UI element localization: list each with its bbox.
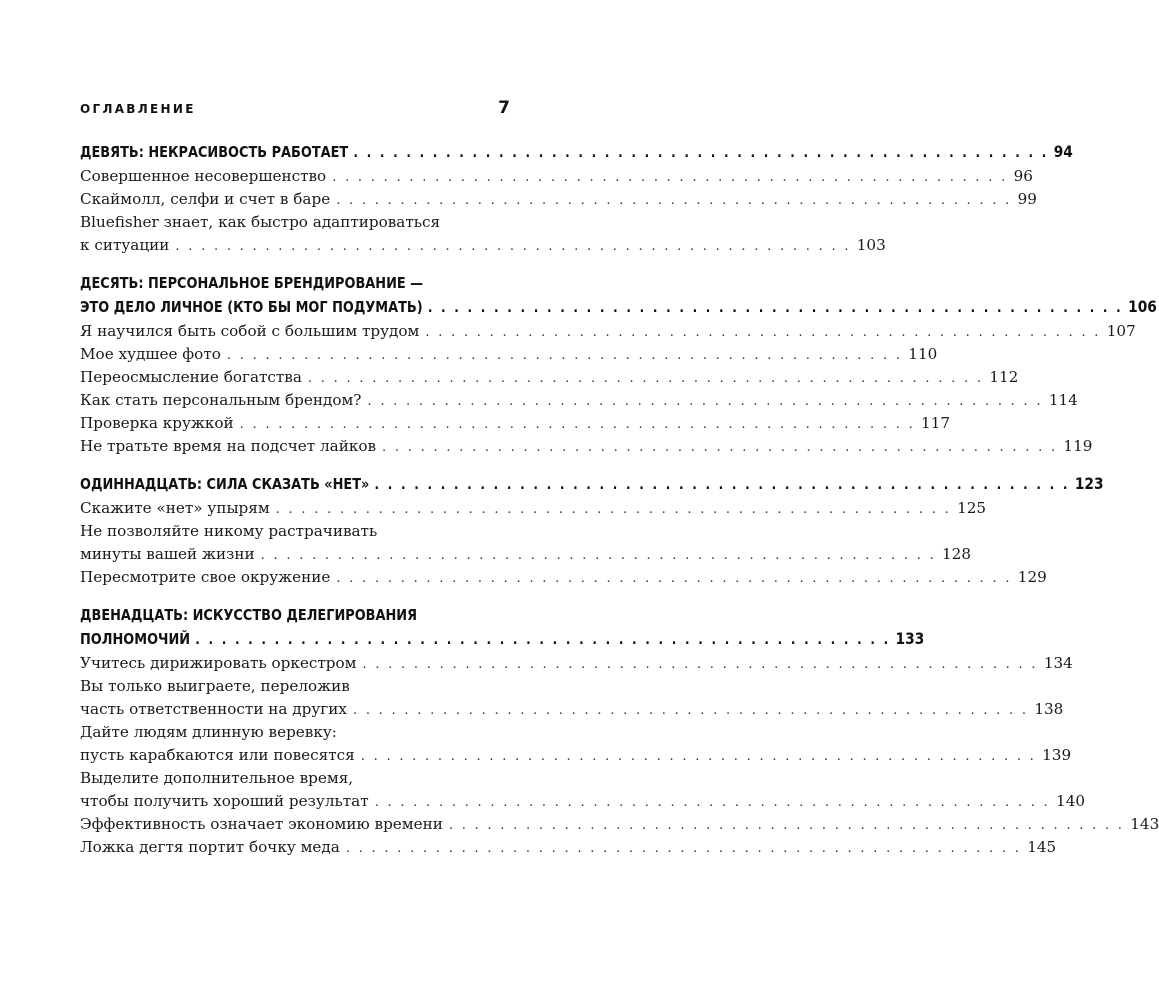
toc-entry[interactable] <box>80 790 1086 813</box>
chapter-title-text: ПОЛНОМОЧИЙ <box>80 630 191 648</box>
toc-entry-line[interactable] <box>80 211 510 234</box>
toc-entry-page-number: 145 <box>1027 838 1057 856</box>
chapter-title[interactable] <box>80 295 1157 319</box>
toc-entry[interactable] <box>80 412 951 435</box>
toc-entry-text: к ситуации <box>80 236 170 254</box>
dot-leader: . . . . . . . . . . . . . . . . . . . . . . . . . . . . . . . . . . . . . . . . . . . . . . . . . . . . . <box>336 193 1012 208</box>
chapter-title[interactable] <box>80 140 1073 164</box>
chapter-spacer <box>80 458 510 472</box>
toc-entry-page-number: 125 <box>957 499 987 517</box>
toc-entry[interactable] <box>80 366 1019 389</box>
chapter-title-text: ДВЕНАДЦАТЬ: ИСКУССТВО ДЕЛЕГИРОВАНИЯ <box>80 606 418 624</box>
toc-entry[interactable] <box>80 188 1037 211</box>
toc-entry-text: Ложка дегтя портит бочку меда <box>80 838 340 856</box>
dot-leader: . . . . . . . . . . . . . . . . . . . . . . . . . . . . . . . . . . . . . . . . . . . . . . . . . . . . . <box>374 795 1051 810</box>
toc-entry-text: Как стать персональным брендом? <box>80 391 362 409</box>
chapter-title-text: ДЕСЯТЬ: ПЕРСОНАЛЬНОЕ БРЕНДИРОВАНИЕ — <box>80 274 424 292</box>
dot-leader: . . . . . . . . . . . . . . . . . . . . . . . . . . . . . . . . . . . . . . . . . . . . . . . . . . . . . <box>353 145 1049 161</box>
table-of-contents <box>80 140 1159 859</box>
toc-entry-text: Выделите дополнительное время, <box>80 769 354 787</box>
toc-entry-text: Не тратьте время на подсчет лайков <box>80 437 377 455</box>
toc-entry-text: Эффективность означает экономию времени <box>80 815 443 833</box>
toc-entry-page-number: 96 <box>1013 167 1033 185</box>
dot-leader: . . . . . . . . . . . . . . . . . . . . . . . . . . . . . . . . . . . . . . . . . . . . . . . . . . . . . <box>307 371 984 386</box>
toc-entry[interactable] <box>80 234 886 257</box>
toc-entry-page-number: 143 <box>1130 815 1159 833</box>
toc-entry[interactable] <box>80 698 1064 721</box>
toc-entry[interactable] <box>80 566 1047 589</box>
toc-entry-page-number: 114 <box>1048 391 1078 409</box>
toc-entry[interactable] <box>80 652 1073 675</box>
dot-leader: . . . . . . . . . . . . . . . . . . . . . . . . . . . . . . . . . . . . . . . . . . . . . . . . . . . . . <box>260 548 937 563</box>
chapter-title-page-number: 94 <box>1053 142 1073 161</box>
toc-entry-text: Учитесь дирижировать оркестром <box>80 654 357 672</box>
toc-entry-text: Вы только выиграете, переложив <box>80 677 350 695</box>
dot-leader: . . . . . . . . . . . . . . . . . . . . . . . . . . . . . . . . . . . . . . . . . . . . . . . . . . . . . <box>352 703 1029 718</box>
dot-leader: . . . . . . . . . . . . . . . . . . . . . . . . . . . . . . . . . . . . . . . . . . . . . . . . . . . . . <box>332 170 1008 185</box>
toc-entry[interactable] <box>80 543 972 566</box>
toc-entry[interactable] <box>80 435 1093 458</box>
toc-entry-page-number: 119 <box>1063 437 1093 455</box>
toc-entry-text: пусть карабкаются или повесятся <box>80 746 355 764</box>
toc-entry-text: Скаймолл, селфи и счет в баре <box>80 190 331 208</box>
toc-entry-text: Мое худшее фото <box>80 345 221 363</box>
dot-leader: . . . . . . . . . . . . . . . . . . . . . . . . . . . . . . . . . . . . . . . . . . . . . . . . . . . . . <box>336 571 1012 586</box>
toc-entry-page-number: 110 <box>908 345 938 363</box>
toc-entry-page-number: 107 <box>1106 322 1136 340</box>
toc-entry-page-number: 128 <box>942 545 972 563</box>
chapter-spacer <box>80 257 510 271</box>
dot-leader: . . . . . . . . . . . . . . . . . . . . . . . . . . . . . . . . . . . . . . . . . . . . . . . . . . . . . <box>275 502 952 517</box>
toc-entry-line[interactable] <box>80 520 510 543</box>
toc-entry-text: чтобы получить хороший результат <box>80 792 369 810</box>
toc-entry-text: Не позволяйте никому растрачивать <box>80 522 378 540</box>
dot-leader: . . . . . . . . . . . . . . . . . . . . . . . . . . . . . . . . . . . . . . . . . . . . . . . . . . . . . <box>367 394 1043 409</box>
toc-entry-line[interactable] <box>80 721 510 744</box>
toc-entry-page-number: 99 <box>1017 190 1037 208</box>
chapter-title-text: ОДИННАДЦАТЬ: СИЛА СКАЗАТЬ «НЕТ» <box>80 475 370 493</box>
chapter-block <box>80 472 1104 589</box>
dot-leader: . . . . . . . . . . . . . . . . . . . . . . . . . . . . . . . . . . . . . . . . . . . . . . . . . . . . . <box>239 417 916 432</box>
toc-entry-text: часть ответственности на других <box>80 700 347 718</box>
toc-entry-text: Переосмысление богатства <box>80 368 302 386</box>
chapter-title-page-number: 106 <box>1128 297 1157 316</box>
toc-entry-page-number: 117 <box>921 414 951 432</box>
dot-leader: . . . . . . . . . . . . . . . . . . . . . . . . . . . . . . . . . . . . . . . . . . . . . . . . . . . . . <box>425 325 1101 340</box>
toc-entry-text: Дайте людям длинную веревку: <box>80 723 337 741</box>
chapter-title-page-number: 133 <box>895 629 925 648</box>
dot-leader: . . . . . . . . . . . . . . . . . . . . . . . . . . . . . . . . . . . . . . . . . . . . . . . . . . . . . <box>345 841 1022 856</box>
chapter-title-page-number: 123 <box>1074 474 1104 493</box>
dot-leader: . . . . . . . . . . . . . . . . . . . . . . . . . . . . . . . . . . . . . . . . . . . . . . . . . . . . . <box>362 657 1038 672</box>
toc-entry-page-number: 134 <box>1043 654 1073 672</box>
dot-leader: . . . . . . . . . . . . . . . . . . . . . . . . . . . . . . . . . . . . . . . . . . . . . . . . . . . . . <box>427 300 1123 316</box>
toc-entry-text: Пересмотрите свое окружение <box>80 568 331 586</box>
toc-entry-text: минуты вашей жизни <box>80 545 255 563</box>
toc-entry[interactable] <box>80 320 1136 343</box>
toc-entry[interactable] <box>80 165 1033 188</box>
toc-entry[interactable] <box>80 813 1159 836</box>
toc-entry-page-number: 129 <box>1017 568 1047 586</box>
toc-entry-text: Скажите «нет» упырям <box>80 499 270 517</box>
toc-entry-line[interactable] <box>80 675 510 698</box>
running-head <box>80 98 510 120</box>
toc-entry[interactable] <box>80 343 938 366</box>
toc-entry[interactable] <box>80 836 1057 859</box>
dot-leader: . . . . . . . . . . . . . . . . . . . . . . . . . . . . . . . . . . . . . . . . . . . . . . . . . . . . . <box>374 477 1070 493</box>
chapter-block <box>80 271 1157 458</box>
toc-entry-text: Я научился быть собой с большим трудом <box>80 322 420 340</box>
toc-entry-page-number: 140 <box>1056 792 1086 810</box>
chapter-block <box>80 603 1159 859</box>
toc-entry-page-number: 103 <box>856 236 886 254</box>
running-head-title: ОГЛАВЛЕНИЕ <box>80 102 196 116</box>
toc-entry[interactable] <box>80 497 987 520</box>
chapter-block <box>80 140 1073 257</box>
dot-leader: . . . . . . . . . . . . . . . . . . . . . . . . . . . . . . . . . . . . . . . . . . . . . . . . . . . . . <box>382 440 1058 455</box>
toc-entry-text: Совершенное несовершенство <box>80 167 327 185</box>
chapter-title-text: ЭТО ДЕЛО ЛИЧНОЕ (КТО БЫ МОГ ПОДУМАТЬ) <box>80 298 423 316</box>
toc-entry[interactable] <box>80 389 1078 412</box>
chapter-title[interactable] <box>80 472 1104 496</box>
chapter-title[interactable] <box>80 627 925 651</box>
chapter-title-line[interactable] <box>80 271 510 295</box>
toc-entry[interactable] <box>80 744 1072 767</box>
dot-leader: . . . . . . . . . . . . . . . . . . . . . . . . . . . . . . . . . . . . . . . . . . . . . . . . . . . . . <box>195 632 891 648</box>
toc-entry-text: Проверка кружкой <box>80 414 234 432</box>
page-number: 7 <box>498 98 510 118</box>
dot-leader: . . . . . . . . . . . . . . . . . . . . . . . . . . . . . . . . . . . . . . . . . . . . . . . . . . . . . <box>175 239 851 254</box>
dot-leader: . . . . . . . . . . . . . . . . . . . . . . . . . . . . . . . . . . . . . . . . . . . . . . . . . . . . . <box>448 818 1125 833</box>
toc-entry-text: Bluefisher знает, как быстро адаптироваться <box>80 213 441 231</box>
chapter-title-line[interactable] <box>80 603 510 627</box>
dot-leader: . . . . . . . . . . . . . . . . . . . . . . . . . . . . . . . . . . . . . . . . . . . . . . . . . . . . . <box>360 749 1037 764</box>
dot-leader: . . . . . . . . . . . . . . . . . . . . . . . . . . . . . . . . . . . . . . . . . . . . . . . . . . . . . <box>226 348 903 363</box>
toc-entry-line[interactable] <box>80 767 510 790</box>
toc-entry-page-number: 112 <box>989 368 1019 386</box>
toc-entry-page-number: 138 <box>1034 700 1064 718</box>
toc-entry-page-number: 139 <box>1042 746 1072 764</box>
chapter-title-text: ДЕВЯТЬ: НЕКРАСИВОСТЬ РАБОТАЕТ <box>80 143 349 161</box>
chapter-spacer <box>80 589 510 603</box>
